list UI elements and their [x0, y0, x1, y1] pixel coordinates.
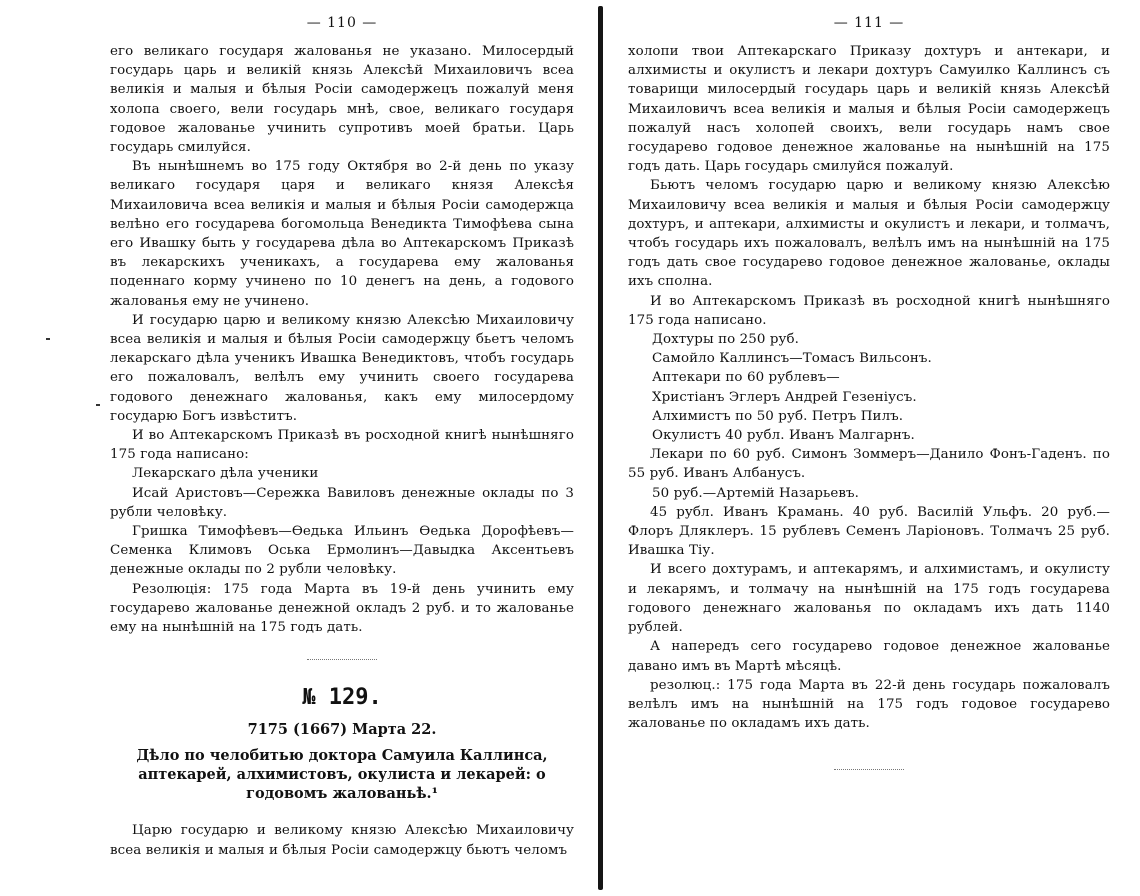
list-item: Дохтуры по 250 руб.	[652, 332, 799, 348]
right-page	[606, 0, 1140, 896]
paragraph: И во Аптекарскомъ Приказѣ въ росходной книгѣ нынѣшняго 175 года написано:	[110, 428, 574, 463]
paragraph: Царю государю и великому князю Алексѣю Михаиловичу всеа великія и малыя и бѣлыя Росіи самодержцу бьютъ челомъ	[110, 823, 574, 858]
paragraph: холопи твои Аптекарскаго Приказу дохтуръ и антекари, и алхимисты и окулистъ и лекари дохтуръ Самуилко Каллинсъ съ товарищи милосердый государь царь и великій князь Алексѣй Михаиловичъ всеа великія и малыя и бѣлыя Росіи самодержецъ пожалуй насъ холопей своихъ, вели государь намъ свое государево годовое денежное жалованье на нынѣшній на 175 годъ дать. Царь государь смилуйся пожалуй.	[628, 44, 1110, 175]
document-date: 7175 (1667) Марта 22.	[247, 721, 437, 739]
paragraph: его великаго государя жалованья не указано. Милосердый государь царь и великій князь Алексѣй Михаиловичъ всеа великія и малыя и бѣлыя Росіи самодержецъ пожалуй меня холопа своего, вели государь мнѣ, свое, великаго государя годовое жалованье учинить супротивъ моей братьи. Царь государь смилуйся.	[110, 44, 574, 156]
paragraph: Лекари по 60 руб. Симонъ Зоммеръ—Данило Фонъ-Гаденъ. по 55 руб. Иванъ Албанусъ.	[628, 447, 1110, 482]
left-page-closing-text	[110, 821, 574, 859]
paragraph: Въ нынѣшнемъ во 175 году Октября во 2-й день по указу великаго государя царя и великаго князя Алексѣя Михаиловича всеа великія и малыя и бѣлыя Росіи самодержца велѣно его государева богомольца Венедикта Тимофѣева сына его Ивашку быть у государева дѣла во Аптекарскомъ Приказѣ въ лекарскихъ ученикахъ, а государева ему жалованья поденнаго корму учинено по 10 денегъ на день, а годового жалованья ему не учинено.	[110, 159, 574, 309]
paragraph: Бьютъ челомъ государю царю и великому князю Алексѣю Михаиловичу всеа великія и малыя и бѣлыя Росіи самодержцу дохтуръ, и аптекари, алхимисты и окулистъ и лекари, и толмачъ, чтобъ государь ихъ пожаловалъ, велѣлъ имъ на нынѣшній на 175 годъ дать свое государево годовое денежное жалованье, оклады ихъ сполна.	[628, 178, 1110, 290]
paragraph: А напередъ сего государево годовое денежное жалованье давано имъ въ Мартѣ мѣсяцѣ.	[628, 639, 1110, 674]
paragraph: И всего дохтурамъ, и аптекарямъ, и алхимистамъ, и окулисту и лекарямъ, и толмачу на нынѣшній на 175 годъ государева годового денежнаго жалованья по окладамъ ихъ дать 1140 рублей.	[628, 562, 1110, 636]
section-divider	[307, 659, 377, 660]
document-title: Дѣло по челобитью доктора Самуила Каллинса, аптекарей, алхимистовъ, окулиста и лекарей: о годовомъ жалованьѣ.¹	[136, 747, 548, 803]
paragraph: И государю царю и великому князю Алексѣю Михаиловичу всеа великія и малыя и бѣлыя Росіи самодержцу бьетъ челомъ лекарскаго дѣла ученикъ Ивашка Венедиктовъ, чтобъ государь его пожаловалъ, велѣлъ ему учинить своего государева годового денежнаго жалованья, какъ ему милосердому государю Богъ извѣститъ.	[110, 312, 574, 424]
paragraph: Гришка Тимофѣевъ—Ѳедька Ильинъ Ѳедька Дорофѣевъ—Семенка Климовъ Оська Ермолинъ—Давыдка Аксентьевъ денежные оклады по 2 рубли человѣку.	[110, 524, 574, 578]
paragraph: Исай Аристовъ—Сережка Вавиловъ денежные оклады по 3 рубли человѣку.	[110, 485, 574, 520]
section-divider	[834, 769, 904, 770]
book-spine	[598, 6, 603, 890]
document-number: № 129.	[302, 685, 382, 711]
page-number-left: — 110 —	[306, 15, 378, 31]
scan-mark	[96, 404, 100, 406]
list-item: Алхимистъ по 50 руб. Петръ Пилъ.	[652, 408, 904, 424]
list-item: 50 руб.—Артемій Назарьевъ.	[652, 485, 860, 501]
resolution-paragraph: Резолюція: 175 года Марта въ 19-й день учинить ему государево жалованье денежной окладъ 2 руб. и то жалованье ему на нынѣшній на 175 годъ дать.	[110, 581, 574, 636]
list-item: Самойло Каллинсъ—Томасъ Вильсонъ.	[652, 351, 932, 367]
scan-mark	[46, 338, 50, 340]
list-item: Окулистъ 40 рубл. Иванъ Малгарнъ.	[652, 428, 915, 444]
list-item: Аптекари по 60 рублевъ—	[652, 370, 840, 386]
paragraph: 45 рубл. Иванъ Крамань. 40 руб. Василій Ульфъ. 20 руб.—Флоръ Дляклеръ. 15 рублевъ Семенъ Ларіоновъ. Толмачъ 25 руб. Ивашка Тіу.	[628, 504, 1110, 559]
paragraph: И во Аптекарскомъ Приказѣ въ росходной книгѣ нынѣшняго 175 года написано.	[628, 293, 1110, 328]
left-page-text	[110, 42, 574, 637]
page-number-right: — 111 —	[833, 15, 905, 31]
right-page-text	[628, 42, 1110, 733]
list-item: Христіанъ Эглеръ Андрей Гезеніусъ.	[652, 389, 917, 405]
resolution-paragraph: резолюц.: 175 года Марта въ 22-й день государь пожаловалъ велѣлъ имъ на нынѣшній на 175 годъ годовое государево жалованье по окладамъ ихъ дать.	[628, 677, 1110, 732]
list-heading: Лекарскаго дѣла ученики	[132, 466, 319, 482]
